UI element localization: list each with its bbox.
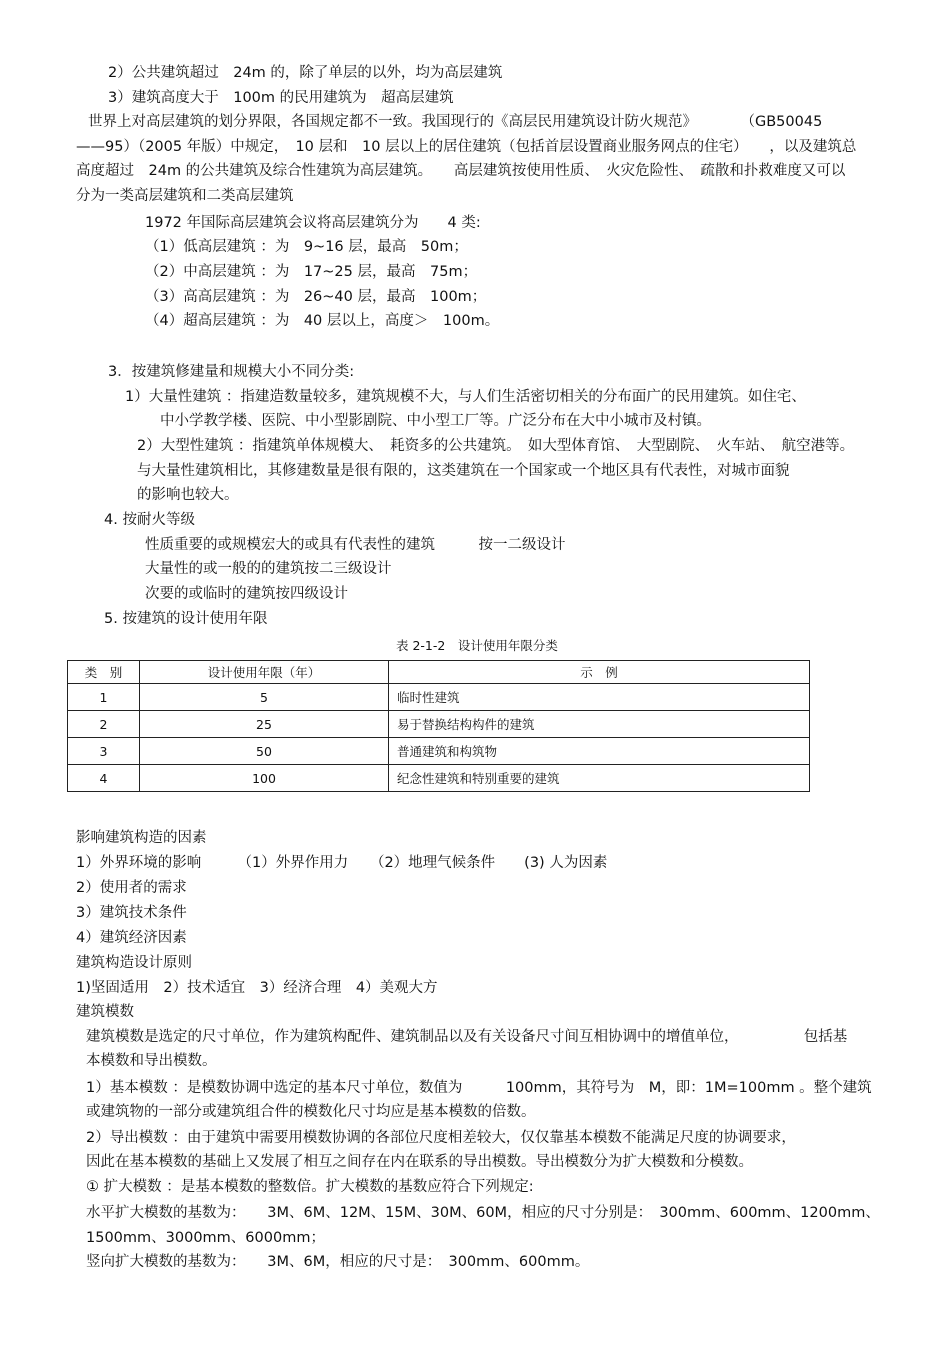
cell-example: 临时性建筑 xyxy=(389,684,810,711)
text-line: 影响建筑构造的因素 xyxy=(76,830,207,846)
text-line: （3）高高层建筑 ：为 26~40 层，最高 100m； xyxy=(145,289,487,305)
text-line: （2）中高层建筑 ：为 17~25 层，最高 75m； xyxy=(145,264,478,280)
table-row xyxy=(68,684,810,711)
text-line: （4）超高层建筑 ：为 40 层以上，高度＞ 100m。 xyxy=(145,313,500,329)
text-line: 1)坚固适用 2）技术适宜 3）经济合理 4）美观大方 xyxy=(76,980,438,996)
cell-category: 4 xyxy=(68,765,140,792)
table-caption: 表 2-1-2 设计使用年限分类 xyxy=(396,638,558,653)
header-category: 类 别 xyxy=(68,661,140,684)
text-line: 或建筑物的一部分或建筑组合件的模数化尺寸均应是基本模数的倍数。 xyxy=(86,1104,536,1120)
text-line: 与大量性建筑相比，其修建数量是很有限的，这类建筑在一个国家或一个地区具有代表性，对城市面貌 xyxy=(137,463,790,479)
header-example: 示 例 xyxy=(389,661,810,684)
text-line: 1）大量性建筑 ：指建造数量较多，建筑规模不大，与人们生活密切相关的分布面广的民用建筑。如住宅、 xyxy=(125,389,806,405)
text-line: ——95）（2005 年版）中规定， 10 层和 10 层以上的居住建筑（包括首层设置商业服务网点的住宅） ，以及建筑总 xyxy=(76,139,857,155)
text-line: 分为一类高层建筑和二类高层建筑 xyxy=(76,188,294,204)
text-line: 建筑构造设计原则 xyxy=(76,955,192,971)
text-line: 因此在基本模数的基础上又发展了相互之间存在内在联系的导出模数。导出模数分为扩大模数和分模数。 xyxy=(86,1154,753,1170)
cell-design-life: 5 xyxy=(140,684,389,711)
text-line: 1）基本模数 ：是模数协调中选定的基本尺寸单位，数值为 100mm，其符号为 M，即：1M=100mm 。整个建筑 xyxy=(86,1080,872,1096)
text-line: 水平扩大模数的基数为： 3M、6M、12M、15M、30M、60M，相应的尺寸分别是： 300mm、600mm、1200mm、 xyxy=(86,1205,880,1221)
cell-design-life: 25 xyxy=(140,711,389,738)
text-line: 1500mm、3000mm、6000mm； xyxy=(86,1230,325,1246)
text-line: 3．按建筑修建量和规模大小不同分类: xyxy=(108,364,355,380)
text-line: 4）建筑经济因素 xyxy=(76,930,187,946)
text-line: （1）低高层建筑 ：为 9~16 层，最高 50m； xyxy=(145,239,468,255)
text-line: 高度超过 24m 的公共建筑及综合性建筑为高层建筑。 高层建筑按使用性质、 火灾危险性、 疏散和扑救难度又可以 xyxy=(76,163,846,179)
text-line: 大量性的或一般的的建筑按二三级设计 xyxy=(145,561,392,577)
design-life-table xyxy=(67,660,810,792)
cell-example: 易于替换结构构件的建筑 xyxy=(389,711,810,738)
text-line: 5. 按建筑的设计使用年限 xyxy=(104,611,268,627)
table-row xyxy=(68,765,810,792)
text-line: 3）建筑技术条件 xyxy=(76,905,187,921)
cell-design-life: 50 xyxy=(140,738,389,765)
text-line: 中小学教学楼、医院、中小型影剧院、中小型工厂等。广泛分布在大中小城市及村镇。 xyxy=(160,413,711,429)
text-line: 竖向扩大模数的基数为： 3M、6M，相应的尺寸是： 300mm、600mm。 xyxy=(86,1254,590,1270)
text-line: 1972 年国际高层建筑会议将高层建筑分为 4 类: xyxy=(145,215,481,231)
text-line: 2）公共建筑超过 24m 的，除了单层的以外，均为高层建筑 xyxy=(108,65,503,81)
text-line: 次要的或临时的建筑按四级设计 xyxy=(145,586,348,602)
text-line: 本模数和导出模数。 xyxy=(86,1053,217,1069)
cell-category: 1 xyxy=(68,684,140,711)
text-line: 的影响也较大。 xyxy=(137,487,239,503)
header-design-life: 设计使用年限（年） xyxy=(140,661,389,684)
cell-category: 3 xyxy=(68,738,140,765)
text-line: 1）外界环境的影响 （1）外界作用力 （2）地理气候条件 (3) 人为因素 xyxy=(76,855,608,871)
text-line: 3）建筑高度大于 100m 的民用建筑为 超高层建筑 xyxy=(108,90,454,106)
text-line: 2）导出模数 ：由于建筑中需要用模数协调的各部位尺度相差较大，仅仅靠基本模数不能满足尺度的协调要求， xyxy=(86,1130,796,1146)
cell-example: 普通建筑和构筑物 xyxy=(389,738,810,765)
cell-category: 2 xyxy=(68,711,140,738)
table-header-row xyxy=(68,661,810,684)
table-row xyxy=(68,738,810,765)
text-line: ① 扩大模数 ：是基本模数的整数倍。扩大模数的基数应符合下列规定: xyxy=(86,1179,534,1195)
text-line: 建筑模数是选定的尺寸单位，作为建筑构配件、建筑制品以及有关设备尺寸间互相协调中的增值单位， 包括基 xyxy=(86,1029,848,1045)
text-line: 2）使用者的需求 xyxy=(76,880,187,896)
text-line: 性质重要的或规模宏大的或具有代表性的建筑 按一二级设计 xyxy=(145,537,566,553)
text-line: 世界上对高层建筑的划分界限，各国规定都不一致。我国现行的《高层民用建筑设计防火规范》 （GB50045 xyxy=(88,114,823,130)
cell-example: 纪念性建筑和特别重要的建筑 xyxy=(389,765,810,792)
cell-design-life: 100 xyxy=(140,765,389,792)
table-row xyxy=(68,711,810,738)
text-line: 4. 按耐火等级 xyxy=(104,512,195,528)
text-line: 2）大型性建筑 ：指建筑单体规模大、 耗资多的公共建筑。 如大型体育馆、 大型剧院、 火车站、 航空港等。 xyxy=(137,438,855,454)
text-line: 建筑模数 xyxy=(76,1004,134,1020)
